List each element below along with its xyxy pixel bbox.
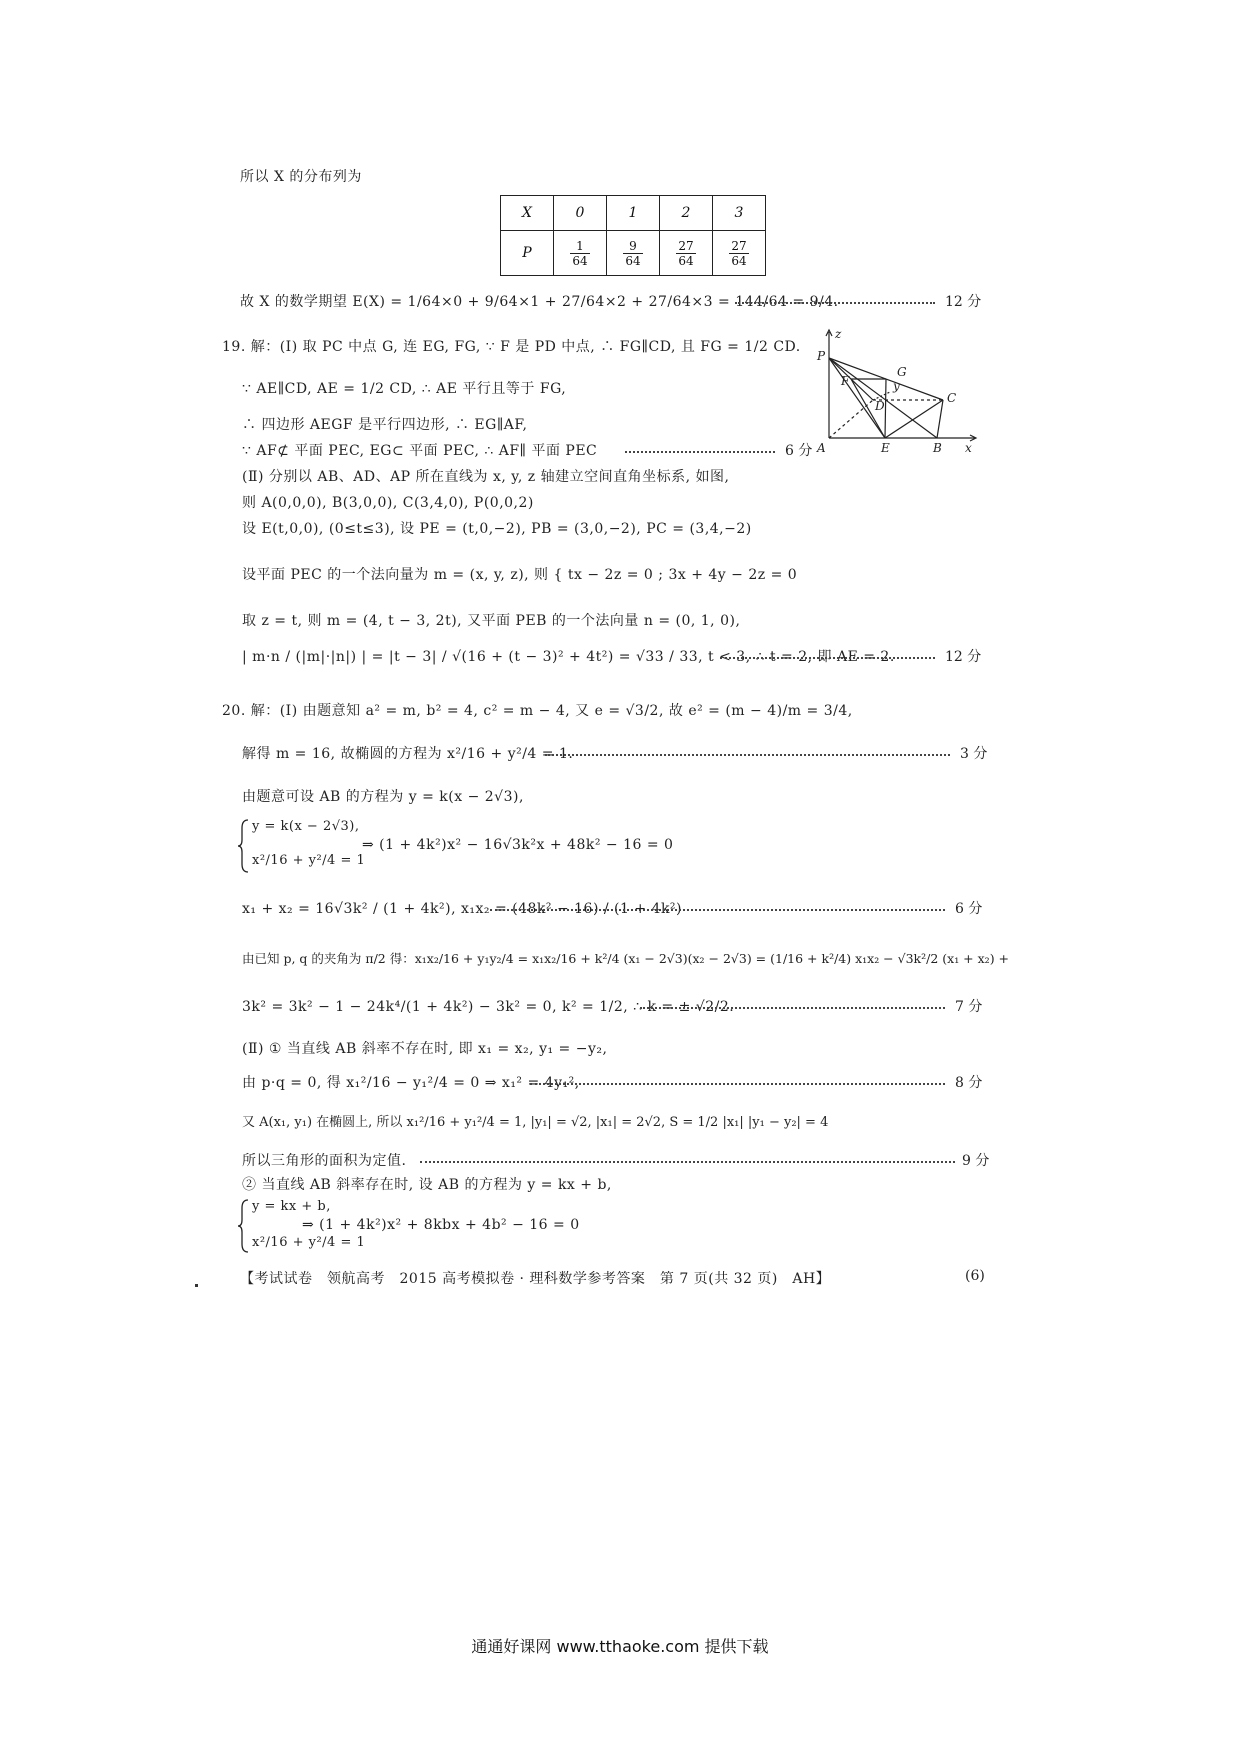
table-row [501, 231, 766, 276]
label-c: C [947, 391, 957, 405]
text-line: y = kx + b, [252, 1199, 331, 1214]
page-code: (6) [965, 1268, 985, 1284]
table-cell [713, 231, 766, 276]
scan-speck [195, 1284, 198, 1287]
dot-leader [490, 909, 945, 911]
label-g: G [897, 365, 907, 379]
text-line: y = k(x − 2√3), [252, 819, 360, 834]
text-line: (Ⅱ) ① 当直线 AB 斜率不存在时, 即 x₁ = x₂, y₁ = −y₂, [242, 1041, 608, 1057]
table-cell [660, 231, 713, 276]
prob-numerator: 1 [570, 239, 589, 254]
table-cell [607, 231, 660, 276]
text-line: x²/16 + y²/4 = 1 [252, 853, 366, 868]
prob-numerator: 27 [731, 238, 747, 253]
table-cell: 3 [713, 196, 766, 231]
score-mark: 8 分 [955, 1075, 983, 1091]
distribution-table [500, 195, 766, 276]
score-mark: 9 分 [962, 1153, 990, 1169]
score-mark: 6 分 [955, 901, 983, 917]
text-line: 20. 解：(Ⅰ) 由题意知 a² = m, b² = 4, c² = m − 4, 又 e = √3/2, 故 e² = (m − 4)/m = 3/4, [222, 703, 853, 719]
label-a: A [817, 441, 826, 455]
system-brace [238, 818, 250, 874]
dot-leader [545, 754, 950, 756]
text-line: 设平面 PEC 的一个法向量为 m = (x, y, z), 则 { tx − 2z = 0 ; 3x + 4y − 2z = 0 [242, 567, 798, 583]
label-e: E [881, 441, 890, 455]
text-line: 解得 m = 16, 故椭圆的方程为 x²/16 + y²/4 = 1. [242, 746, 574, 762]
dot-leader [530, 1083, 945, 1085]
coordinate-figure [815, 328, 1005, 458]
score-mark: 7 分 [955, 999, 983, 1015]
text-line: 取 z = t, 则 m = (4, t − 3, 2t), 又平面 PEB 的一个法向量 n = (0, 1, 0), [242, 613, 741, 629]
text-line: 19. 解：(Ⅰ) 取 PC 中点 G, 连 EG, FG, ∵ F 是 PD 中点, ∴ FG∥CD, 且 FG = 1/2 CD. [222, 339, 801, 355]
text-line: ∵ AF⊄ 平面 PEC, EG⊂ 平面 PEC, ∴ AF∥ 平面 PEC [242, 443, 598, 459]
edge-pb [829, 358, 937, 438]
score-mark: 3 分 [960, 746, 988, 762]
system-brace [238, 1198, 250, 1254]
score-mark: 6 分 [785, 443, 813, 459]
text-line: 设 E(t,0,0), (0≤t≤3), 设 PE = (t,0,−2), PB = (3,0,−2), PC = (3,4,−2) [242, 521, 752, 537]
label-y: y [893, 379, 900, 393]
text-line: x²/16 + y²/4 = 1 [252, 1235, 366, 1250]
prob-denominator: 64 [731, 253, 747, 268]
prob-numerator: 9 [623, 239, 642, 254]
label-p: P [817, 349, 826, 363]
table-row [501, 196, 766, 231]
text-line: 则 A(0,0,0), B(3,0,0), C(3,4,0), P(0,0,2) [242, 495, 534, 511]
text-line: | m·n / (|m|·|n|) | = |t − 3| / √(16 + (t − 3)² + 4t²) = √33 / 33, t < 3, ∴ t = 2, 即 AE = 2. [242, 649, 895, 665]
label-f: F [841, 374, 850, 388]
score-mark: 12 分 [945, 649, 982, 665]
text-line: 故 X 的数学期望 E(X) = 1/64×0 + 9/64×1 + 27/64×2 + 27/64×3 = 144/64 = 9/4. [240, 294, 839, 310]
prob-numerator: 27 [678, 238, 694, 253]
page-footer: 【考试试卷 领航高考 2015 高考模拟卷 · 理科数学参考答案 第 7 页(共 32 页) AH】 [240, 1271, 831, 1287]
text-line: ② 当直线 AB 斜率存在时, 设 AB 的方程为 y = kx + b, [242, 1177, 612, 1193]
text-line: x₁ + x₂ = 16√3k² / (1 + 4k²), x₁x₂ = (48k² − 16) / (1 + 4k²) [242, 901, 683, 917]
dot-leader [640, 1007, 945, 1009]
prob-denominator: 64 [625, 253, 641, 268]
text-line: ∴ 四边形 AEGF 是平行四边形, ∴ EG∥AF, [242, 417, 528, 433]
table-cell [554, 231, 607, 276]
text-line: (Ⅱ) 分别以 AB、AD、AP 所在直线为 x, y, z 轴建立空间直角坐标系, 如图, [242, 469, 730, 485]
text-line: 又 A(x₁, y₁) 在椭圆上, 所以 x₁²/16 + y₁²/4 = 1, |y₁| = √2, |x₁| = 2√2, S = 1/2 |x₁| |y₁ − y₂| = 4 [242, 1115, 829, 1130]
download-credit: 通通好课网 www.tthaoke.com 提供下载 [471, 1637, 769, 1656]
label-x: x [965, 441, 972, 455]
text-line: 由题意可设 AB 的方程为 y = k(x − 2√3), [242, 789, 524, 805]
label-b: B [933, 441, 942, 455]
prob-denominator: 64 [678, 253, 694, 268]
text-line: 由已知 p, q 的夹角为 π/2 得：x₁x₂/16 + y₁y₂/4 = x₁x₂/16 + k²/4 (x₁ − 2√3)(x₂ − 2√3) = (1/16 + k²/4) x₁x₂ − √3k²/2 (x₁ + x₂) + [242, 951, 1010, 966]
prob-denominator: 64 [572, 253, 588, 268]
label-d: D [875, 399, 885, 413]
edge-ge [885, 379, 886, 438]
dot-leader [735, 302, 935, 304]
dot-leader [420, 1161, 955, 1163]
text-line: 3k² = 3k² − 1 − 24k⁴/(1 + 4k²) − 3k² = 0, k² = 1/2, ∴ k = ± √2/2. [242, 999, 735, 1015]
table-cell: 1 [607, 196, 660, 231]
text-line: 由 p·q = 0, 得 x₁²/16 − y₁²/4 = 0 ⇒ x₁² = 4y₁², [242, 1075, 580, 1091]
table-cell: 0 [554, 196, 607, 231]
table-cell: 2 [660, 196, 713, 231]
table-header-x: X [501, 196, 554, 231]
dot-leader [720, 657, 935, 659]
dot-leader [625, 451, 775, 453]
text-line: ⇒ (1 + 4k²)x² + 8kbx + 4b² − 16 = 0 [302, 1217, 580, 1233]
table-header-p: P [501, 231, 554, 276]
text-line: ∵ AE∥CD, AE = 1/2 CD, ∴ AE 平行且等于 FG, [242, 381, 567, 397]
text-line: 所以三角形的面积为定值. [242, 1153, 407, 1169]
text-line: ⇒ (1 + 4k²)x² − 16√3k²x + 48k² − 16 = 0 [362, 837, 674, 853]
score-mark: 12 分 [945, 294, 982, 310]
label-z: z [835, 328, 842, 341]
edge-bc [937, 400, 943, 438]
text-line: 所以 X 的分布列为 [240, 169, 362, 185]
